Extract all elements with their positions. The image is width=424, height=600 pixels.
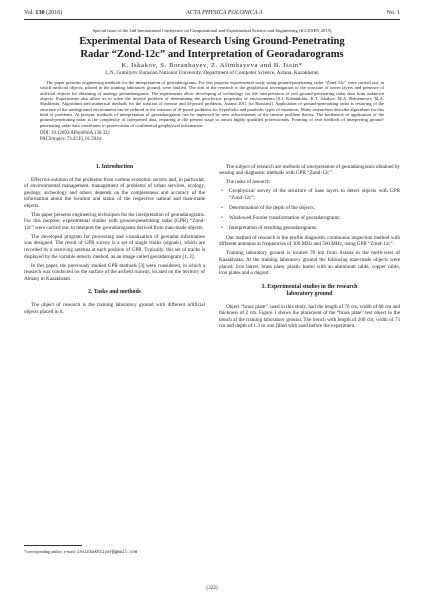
author-list: K. Iskakov, S. Boranbayev, Z. Alimbayeva and B. Issin* bbox=[121, 62, 303, 69]
list-item bbox=[219, 225, 400, 232]
bullet-icon: • bbox=[221, 204, 223, 211]
paragraph: The subject of research are methods of interpretation of georadarograms obtained by sensing and diagnostic methods with GPR “Zond-12c”. bbox=[219, 163, 400, 177]
article-meta bbox=[40, 131, 384, 143]
abstract-text: The paper presents engineering methods for the interpretation of georadarograms. For this purpose experimental study using ground-penetrating radar “Zond-12c” were carried out, in which artificial objects, placed in the training laboratory ground, were studied. The aim of the research is the geophysical investigation of the structure of lower layers and presence of artificial objects for obtaining of analogy georadarograms. The experiments allow developing of technology for the interpretation of real ground-penetrating radar data from unknown objects. Experiments also allow us to solve the inverse problem of determining the geoelectric properties of environments [S.I. Kabanikhin, K.T. Iskakov, M.A. Bektemesov, M.A. Shishlenin, Algorithms and numerical methods for the solution of inverse and ill-posed problems, Astana 2011 (in Russian)]. Application of ground-penetrating radar is restoring of the structure of the underground environment can be reduced to the solution of ill-posed problems for hyperbolic and parabolic types of equations. Many researchers describe algorithms for this kind of problems. At present, methods of interpretation of georadarograms can be improved by new achievements of the inverse problem theory. The bottleneck of application of the ground-penetrating radar is the complexity of interpreted data, requiring at the present stage to attract highly qualified professionals. Forming of own methods of interpreting ground-penetrating radar data contributes to preservation of confidential geophysical information. bbox=[40, 80, 384, 128]
section-heading-introduction: 1. Introduction bbox=[95, 163, 134, 170]
list-item-text: Geophysical survey of the structure of base layers to detect objects with GPR “Zond-12c”; bbox=[229, 188, 400, 201]
volume-info bbox=[24, 9, 62, 17]
volume-label: Vol. bbox=[24, 10, 34, 16]
volume-number: 130 bbox=[35, 10, 45, 16]
list-item bbox=[219, 205, 400, 212]
paragraph: The developed program for processing and visualization of georadar information was designed. The result of GPR survey is a set of single tracks (signals), which are recorded by a receiving antenna at each position of GPR. Typically, this set of tracks is displayed by the variable density method, as an image called georadarogram [1, 2]. bbox=[24, 233, 205, 260]
abstract bbox=[40, 80, 384, 128]
bullet-icon: • bbox=[221, 224, 223, 231]
volume-year: (2016) bbox=[46, 10, 63, 16]
journal-name: ACTA PHYSICA POLONICA A bbox=[186, 10, 263, 16]
footnote bbox=[24, 549, 137, 556]
paragraph: The object of research is the training laboratory ground with different artificial objects placed in it. bbox=[24, 302, 205, 315]
list-item-text: Determination of the depth of the objects; bbox=[229, 204, 315, 211]
paragraph: Training laboratory ground is located 76 km from Astana in the north-west of Kazakhstan. At the training laboratory ground the following man-made objects were placed: iron barrel, brass plate, plastic barrel with an aluminum cable, copper cable, iron plates and a dugout. bbox=[219, 250, 400, 277]
pacs-topics: PACS/topics: 73.43.Fj, 01.50.hv bbox=[40, 137, 103, 143]
paragraph: Our method of research is the profile diagnostic continuous inspection method with different antennas at frequencies of 300 MHz and 500 MHz, using GPR “Zond-12c”. bbox=[219, 234, 400, 248]
right-column bbox=[219, 164, 400, 333]
footnote-rule bbox=[24, 545, 82, 546]
header-rule bbox=[24, 19, 400, 20]
paper-title-line-2: Radar “Zond-12c” and Interpretation of Georadarograms bbox=[80, 48, 344, 60]
list-item bbox=[219, 188, 400, 201]
section-heading-tasks-and-methods: 2. Tasks and methods bbox=[88, 289, 141, 296]
left-column bbox=[24, 164, 205, 333]
list-item-text: Interpretation of resulting georadarograms. bbox=[229, 224, 318, 231]
bullet-icon: • bbox=[221, 214, 223, 221]
issue-number: No. 1 bbox=[386, 10, 400, 16]
paragraph: Object “brass plate”, used in this study, had the length of 70 cm, width of 60 cm and thickness of 2 cm. Figure 1 shows the placement of the “brass plate” test object in the trench at the training laboratory ground. The trench with length of 200 cm, width of 73 cm and depth of 1.3 m was filled with sand before the experiment. bbox=[219, 303, 400, 330]
paragraph: This paper presents engineering techniques for the interpretation of georadarograms. For this purpose, experimental studies with ground-penetrating radar (GPR) “Zond-12c” were carried out, to interpret the georadarograms derived from man-made objects. bbox=[24, 211, 205, 231]
section-heading-line-2: laboratory ground bbox=[286, 290, 333, 297]
running-header bbox=[24, 9, 400, 17]
page-number: (322) bbox=[206, 585, 218, 591]
bullet-icon: • bbox=[221, 188, 223, 195]
paragraph: The tasks of research: bbox=[226, 179, 271, 186]
paper-title bbox=[24, 36, 400, 61]
author-email-link[interactable]: issinbakhtiyar@gmail.com bbox=[76, 551, 138, 555]
list-item bbox=[219, 215, 400, 222]
footnote-marker: * bbox=[24, 549, 27, 554]
footnote-text: corresponding author; e-mail: bbox=[26, 549, 76, 554]
section-heading-line-1: 3. Experimental studies in the research bbox=[261, 283, 358, 290]
affiliation: L.N. Gumilyov Eurasian National University, Department of Computer Science, Astana, Kazakhstan bbox=[105, 70, 319, 76]
body-columns bbox=[24, 164, 400, 333]
section-heading-experimental-studies bbox=[219, 284, 400, 298]
list-item-text: Windowed Fourier transformation of georadarograms; bbox=[229, 214, 341, 221]
paragraph: Effective solution of the problems from various economic sectors and, in particular, of environmental management, management of problems of urban services, ecology, geology, archeology and others depends on the completeness and accuracy of the information about the location and status of the respective natural and man-made objects. bbox=[24, 176, 205, 209]
doi[interactable]: DOI: 10.12693/APhysPolA.130.322 bbox=[40, 131, 110, 137]
paper-title-line-1: Experimental Data of Research Using Ground-Penetrating bbox=[79, 36, 345, 47]
task-list bbox=[219, 188, 400, 231]
paragraph: In this paper, the previously studied GPR methods [3] were considered, in which a research was conducted on the surface of the airfield runway, located on the territory of Almaty in Kazakhstan. bbox=[24, 262, 205, 282]
special-issue-note: Special issue of the 2nd International Conference on Computational and Experimental Science and Engineering (ICCESEN 2015) bbox=[92, 28, 332, 33]
